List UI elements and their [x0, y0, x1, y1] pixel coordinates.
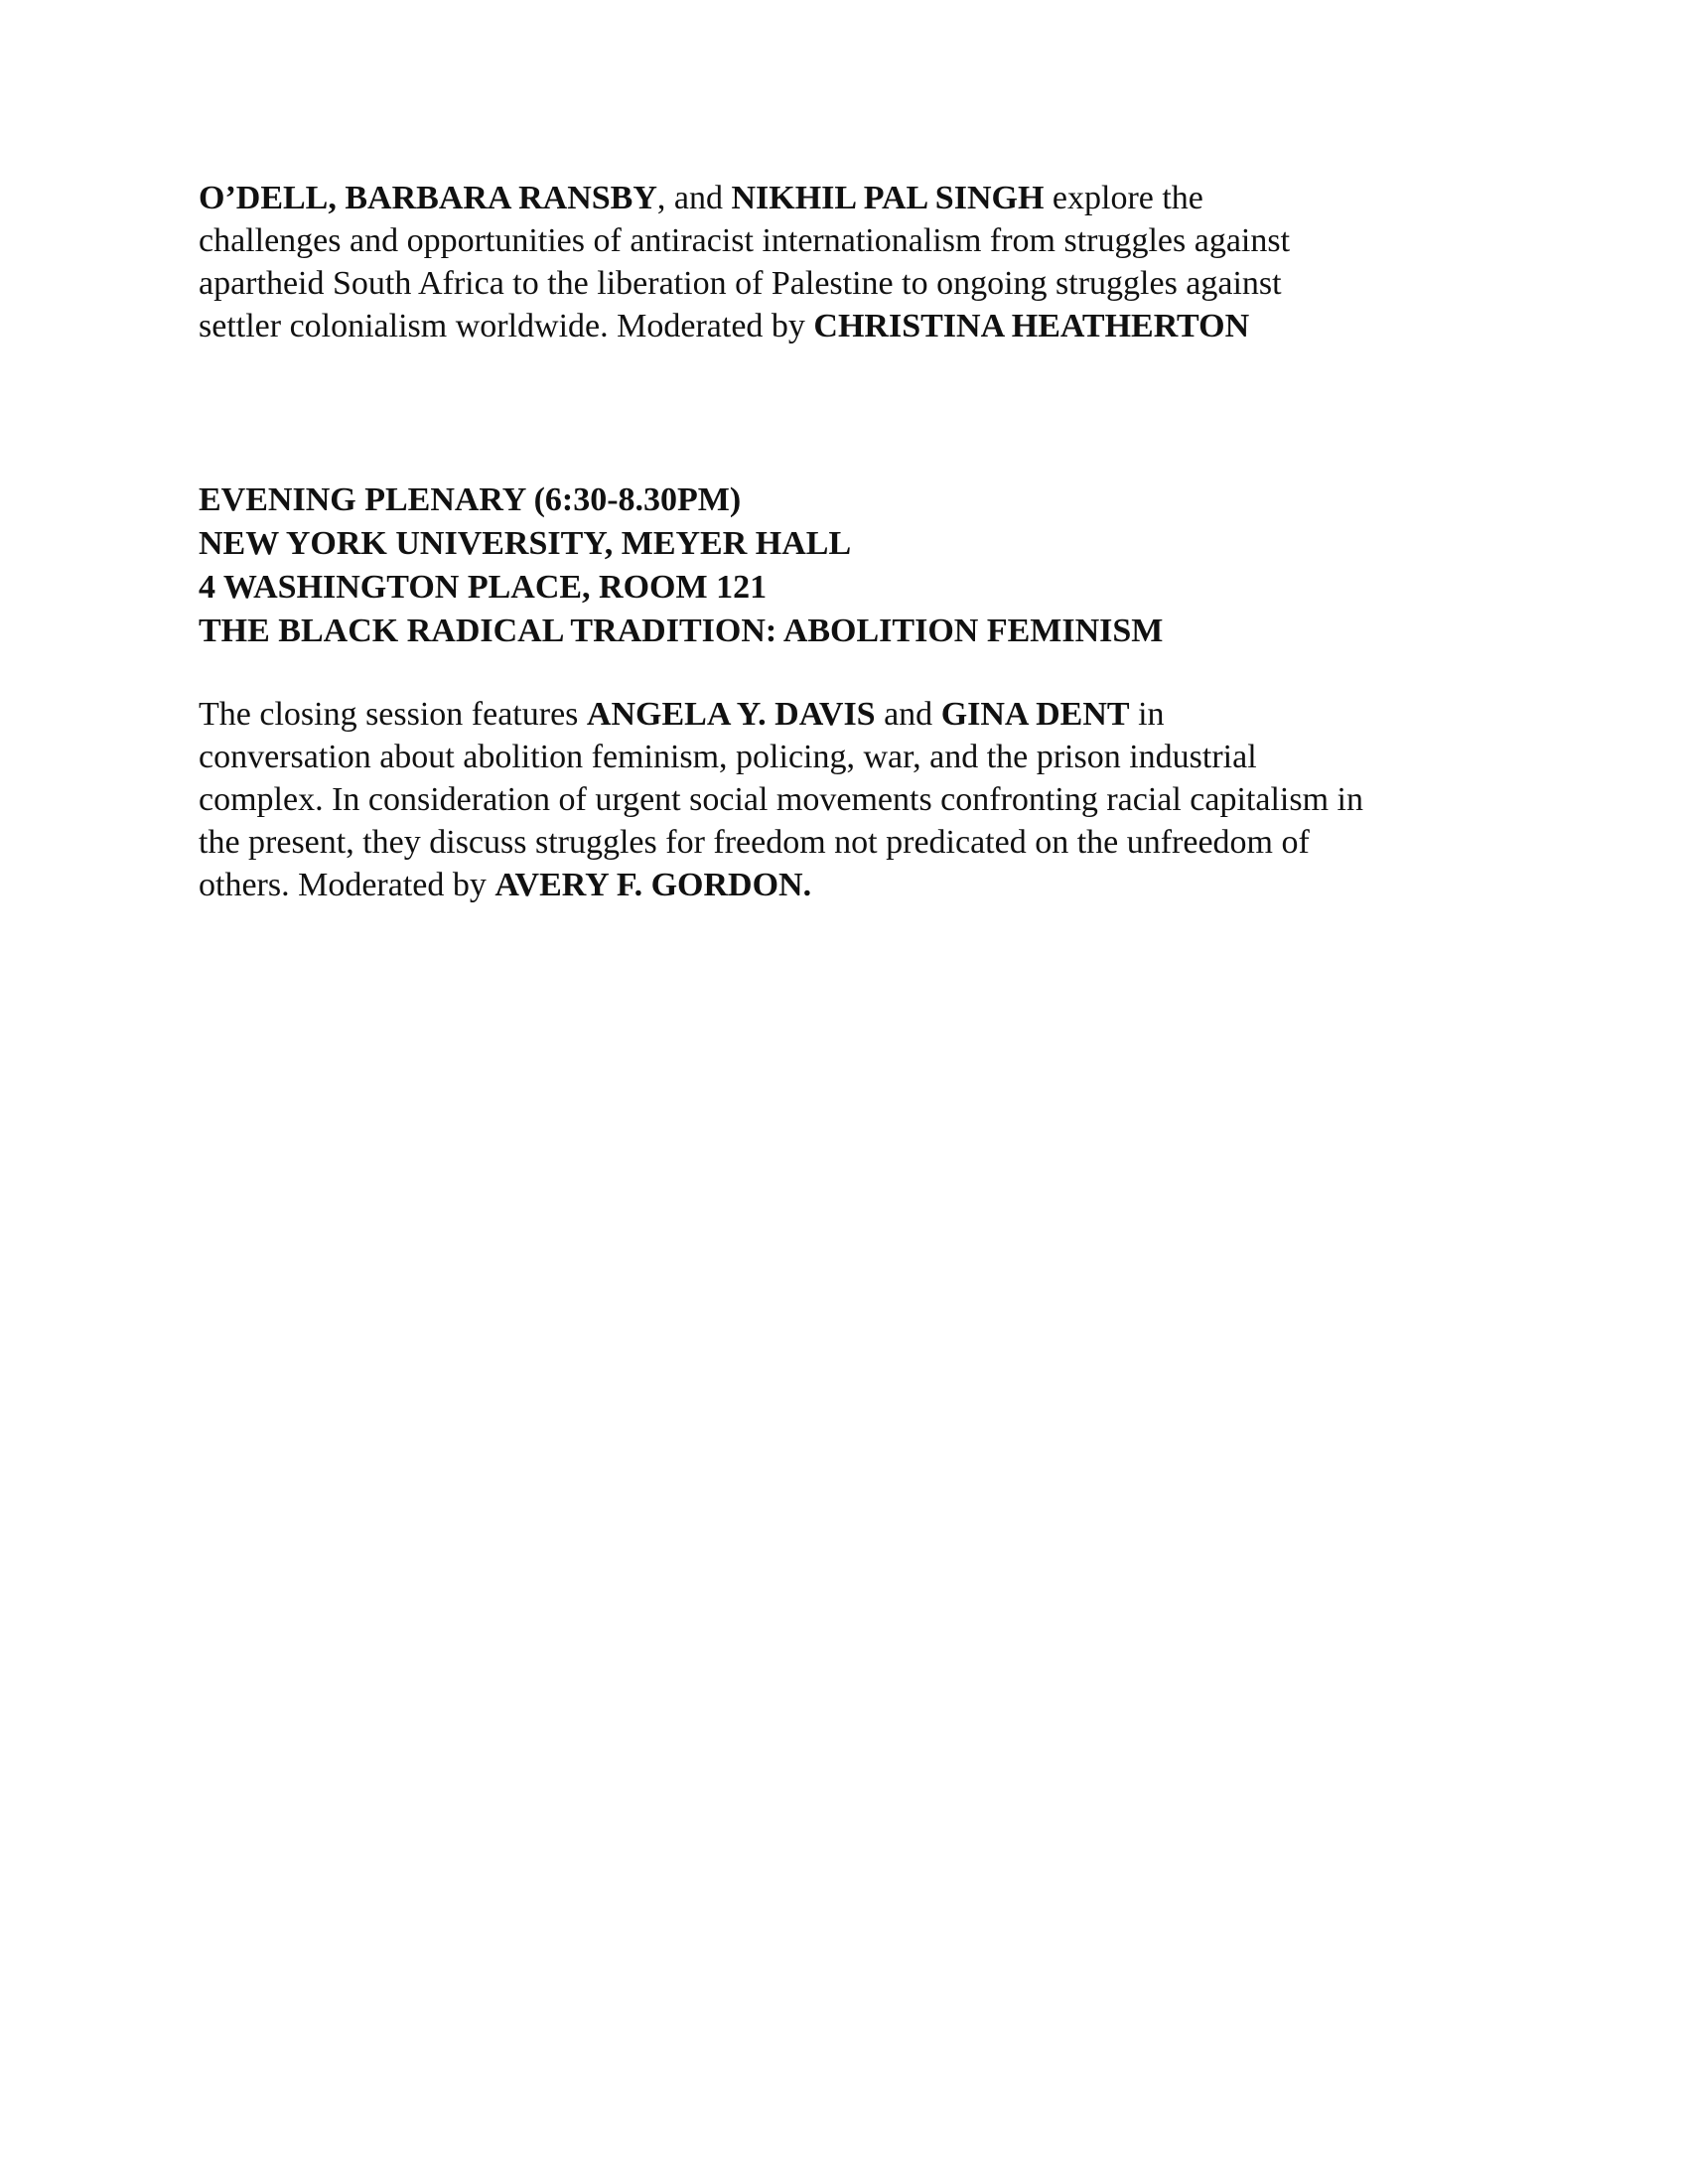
- moderator-name: AVERY F. GORDON.: [494, 867, 812, 903]
- text-line: [199, 305, 1509, 347]
- moderator-name: CHRISTINA HEATHERTON: [813, 308, 1250, 344]
- text-run: The closing session features: [199, 696, 587, 733]
- text-line: [199, 262, 1509, 305]
- speaker-names: O’DELL, BARBARA RANSBY: [199, 180, 657, 216]
- text-run: , and: [656, 180, 732, 216]
- text-line: [199, 736, 1509, 778]
- text-line: [199, 778, 1509, 821]
- text-line: [199, 864, 1509, 906]
- text-run: and: [875, 696, 941, 733]
- plenary-venue: NEW YORK UNIVERSITY, MEYER HALL: [199, 525, 852, 562]
- text-run: the present, they discuss struggles for freedom not predicated on the unfreedom of: [199, 824, 1310, 861]
- speaker-name: NIKHIL PAL SINGH: [731, 180, 1045, 216]
- text-line: [199, 177, 1509, 219]
- text-line: [199, 693, 1509, 736]
- evening-plenary-heading: [199, 478, 1509, 653]
- text-run: conversation about abolition feminism, policing, war, and the prison industrial: [199, 739, 1257, 775]
- text-line: [199, 821, 1509, 864]
- speaker-name: GINA DENT: [940, 696, 1130, 733]
- document-page: [199, 177, 1509, 906]
- text-run: in: [1129, 696, 1165, 733]
- text-run: apartheid South Africa to the liberation of Palestine to ongoing struggles against: [199, 265, 1282, 302]
- text-run: complex. In consideration of urgent social movements confronting racial capitalism in: [199, 781, 1363, 818]
- speaker-name: ANGELA Y. DAVIS: [586, 696, 876, 733]
- text-run: settler colonialism worldwide. Moderated by: [199, 308, 814, 344]
- plenary-description: [199, 693, 1509, 906]
- text-line: [199, 219, 1509, 262]
- session-description-continued: [199, 177, 1509, 347]
- plenary-title-time: EVENING PLENARY (6:30-8.30PM): [199, 481, 742, 518]
- plenary-topic: THE BLACK RADICAL TRADITION: ABOLITION FEMINISM: [199, 613, 1164, 649]
- plenary-address: 4 WASHINGTON PLACE, ROOM 121: [199, 569, 768, 606]
- text-run: challenges and opportunities of antiracist internationalism from struggles against: [199, 222, 1291, 259]
- text-run: explore the: [1044, 180, 1203, 216]
- text-run: others. Moderated by: [199, 867, 495, 903]
